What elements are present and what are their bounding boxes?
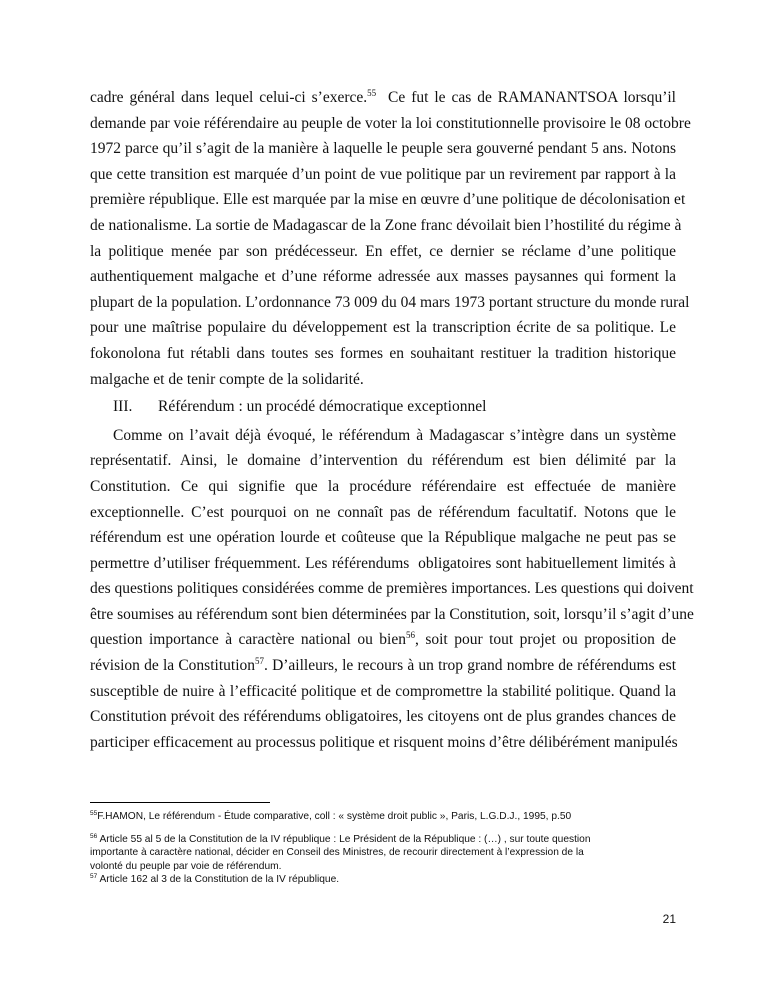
text-line: la politique menée par son prédécesseur. En effet, ce dernier se réclame d’une politique	[90, 242, 676, 260]
section-number: III.	[113, 398, 133, 416]
paragraph-2	[90, 423, 694, 756]
text-line: Comme on l’avait déjà évoqué, le référendum à Madagascar s’intègre dans un système	[113, 426, 676, 444]
text-line: que cette transition est marquée d’un point de vue politique par un revirement par rapport à la	[90, 165, 676, 183]
footnotes	[90, 810, 670, 886]
text-line: cadre général dans lequel celui-ci s’exerce.$^{55}$ Ce fut le cas de RAMANANTSOA lorsqu’il	[90, 88, 676, 106]
footnote-ref-56[interactable]: 56	[405, 630, 415, 641]
footnote-separator	[90, 802, 270, 803]
text-line: première république. Elle est marquée par la mise en œuvre d’une politique de décolonisation et	[90, 191, 686, 209]
footnote-ref-55[interactable]: 55	[367, 88, 377, 98]
body-text	[90, 85, 694, 755]
text-line: représentatif. Ainsi, le domaine d’intervention du référendum est bien délimité par la	[90, 452, 676, 470]
section-heading	[90, 394, 676, 420]
text-line: référendum est une opération lourde et coûteuse que la République malgache ne peut pas se	[90, 529, 676, 547]
text-line: de nationalisme. La sortie de Madagascar de la Zone franc dévoilait bien l’hostilité du régime à	[90, 216, 682, 234]
footnote-56: $^{56}$ Article 55 al 5 de la Constitution de la IV république : Le Président de la République : (…) , sur toute question	[90, 833, 591, 846]
text-line: demande par voie référendaire au peuple de voter la loi constitutionnelle provisoire le 08 octobre	[90, 114, 691, 132]
text-line: pour une maîtrise populaire du développement est la transcription écrite de sa politique. Le	[90, 319, 676, 337]
text-line: plupart de la population. L’ordonnance 73 009 du 04 mars 1973 portant structure du monde rural	[90, 293, 690, 311]
text-line: des questions politiques considérées comme de premières importances. Les questions qui doivent	[90, 580, 694, 598]
footnote-ref-57[interactable]: 57	[255, 656, 264, 667]
text-line: exceptionnelle. C’est pourquoi on ne connaît pas de référendum facultatif. Notons que le	[90, 503, 676, 521]
footnote-55: $^{55}$F.HAMON, Le référendum - Étude comparative, coll : « système droit public », Paris, L.G.D.J., 1995, p.50	[90, 810, 572, 822]
text-line: susceptible de nuire à l’efficacité politique et de compromettre la stabilité politique. Quand la	[90, 682, 676, 700]
text-line: question importance à caractère national ou bien$^{56}$, soit pour tout projet ou proposition de	[90, 630, 676, 649]
text-line: être soumises au référendum sont bien déterminées par la Constitution, soit, lorsqu’il s’agit d’une	[90, 605, 694, 623]
text-line: 1972 parce qu’il s’agit de la manière à laquelle le peuple sera gouverné pendant 5 ans. Notons	[90, 140, 676, 158]
footnote-57: $^{57}$ Article 162 al 3 de la Constitution de la IV république.	[90, 872, 340, 885]
section-title: Référendum : un procédé démocratique exceptionnel	[158, 398, 487, 416]
text-line: révision de la Constitution$^{57}$. D’ailleurs, le recours à un trop grand nombre de référendums est	[90, 656, 676, 675]
text-line: authentiquement malgache et d’une réforme adressée aux masses paysannes qui forment la	[90, 268, 676, 286]
text-line: Constitution prévoit des référendums obligatoires, les citoyens ont de plus grandes chances de	[90, 708, 676, 726]
page-number: 21	[662, 912, 676, 926]
text-line: Constitution. Ce qui signifie que la procédure référendaire est effectuée de manière	[90, 477, 676, 495]
paragraph-1	[90, 85, 691, 392]
text-line: malgache et de tenir compte de la solidarité.	[90, 370, 364, 388]
text-line: fokonolona fut rétabli dans toutes ses formes en souhaitant restituer la tradition historique	[90, 344, 676, 362]
text-line: participer efficacement au processus politique et risquent moins d’être délibérément manipulés	[90, 733, 678, 751]
text-line: permettre d’utiliser fréquemment. Les référendums obligatoires sont habituellement limités à	[90, 554, 676, 572]
footnote-56-line: volonté du peuple par voie de référendum.	[90, 860, 282, 872]
footnote-56-line: importante à caractère national, décider en Conseil des Ministres, de recourir directement à l’expression de la	[90, 847, 584, 859]
